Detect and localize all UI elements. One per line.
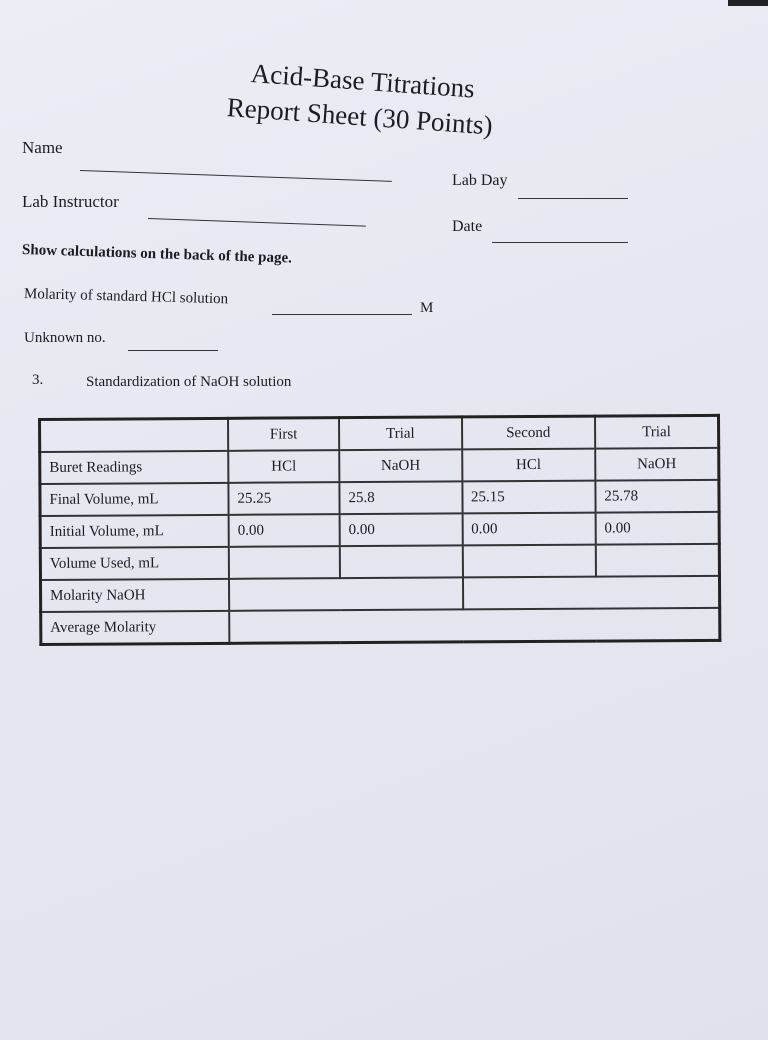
name-label: Name xyxy=(22,138,63,157)
row-label: Volume Used, mL xyxy=(40,547,229,580)
titration-table xyxy=(38,414,721,646)
header-cell: HCl xyxy=(462,449,596,482)
section-title: Standardization of NaOH solution xyxy=(86,374,292,390)
table-row xyxy=(40,544,719,580)
molarity-unit: M xyxy=(420,300,434,316)
value-cell xyxy=(229,608,720,643)
value-cell: 25.78 xyxy=(595,480,719,513)
table-row xyxy=(40,576,719,612)
value-cell xyxy=(340,545,463,578)
table-row xyxy=(40,480,719,516)
table-row xyxy=(41,608,720,645)
title-line-2: Report Sheet (30 Points) xyxy=(225,92,494,141)
date-label: Date xyxy=(452,218,483,235)
value-cell xyxy=(229,577,463,610)
instruction-text: Show calculations on the back of the page. xyxy=(21,242,293,267)
lab-day-label: Lab Day xyxy=(452,172,508,189)
header-cell: Second xyxy=(462,416,596,449)
background-edge xyxy=(728,0,768,6)
table-row xyxy=(40,512,719,548)
row-label: Molarity NaOH xyxy=(40,579,229,612)
empty-cell xyxy=(40,418,229,452)
value-cell: 0.00 xyxy=(229,514,340,547)
header-cell: First xyxy=(228,418,339,451)
header-cell: Trial xyxy=(339,417,462,450)
value-cell xyxy=(596,544,720,577)
row-label: Buret Readings xyxy=(40,451,229,484)
header-cell: NaOH xyxy=(595,448,719,481)
value-cell xyxy=(229,546,340,579)
value-cell: 25.25 xyxy=(228,482,339,515)
row-label: Initial Volume, mL xyxy=(40,515,229,548)
value-cell xyxy=(463,576,720,610)
value-cell: 0.00 xyxy=(462,513,596,546)
title-line-1: Acid-Base Titrations xyxy=(249,58,476,104)
unknown-no-line xyxy=(128,350,218,351)
table-header-row xyxy=(40,448,719,484)
date-line xyxy=(492,242,628,243)
row-label: Average Molarity xyxy=(41,611,230,645)
header-cell: Trial xyxy=(595,415,719,448)
value-cell: 0.00 xyxy=(340,513,463,546)
row-label: Final Volume, mL xyxy=(40,483,229,516)
table-header-row xyxy=(40,415,719,452)
lab-instructor-label: Lab Instructor xyxy=(22,192,119,211)
molarity-hcl-label: Molarity of standard HCl solution xyxy=(23,286,229,308)
header-cell: NaOH xyxy=(339,449,462,482)
value-cell: 0.00 xyxy=(595,512,719,545)
section-number: 3. xyxy=(32,372,44,388)
molarity-hcl-line xyxy=(272,314,412,315)
unknown-no-label: Unknown no. xyxy=(24,330,106,346)
value-cell: 25.15 xyxy=(462,481,596,514)
value-cell xyxy=(462,545,596,578)
value-cell: 25.8 xyxy=(339,481,462,514)
lab-day-line xyxy=(518,198,628,199)
header-cell: HCl xyxy=(228,450,339,483)
